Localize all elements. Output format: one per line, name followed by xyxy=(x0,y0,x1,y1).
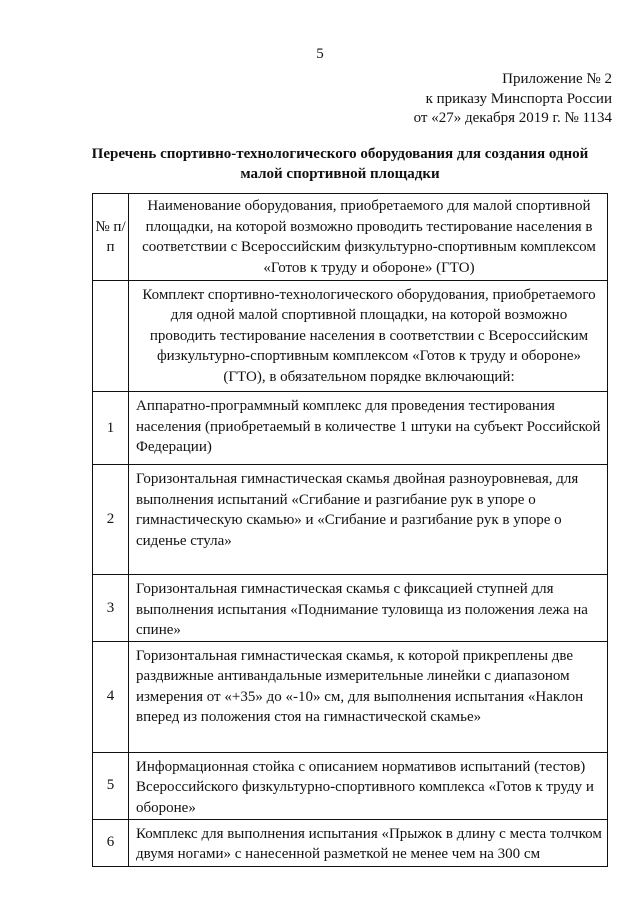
row-text-content: Комплекс для выполнения испытания «Прыжок в длину с места толчком двумя ногами» с нанесенной разметкой не менее чем на 300 см xyxy=(136,825,602,862)
row-text xyxy=(129,641,608,752)
row-number: 4 xyxy=(93,641,129,752)
appendix-line-1: Приложение № 2 xyxy=(502,71,612,87)
table-row xyxy=(93,641,608,752)
row-number: 5 xyxy=(93,752,129,819)
appendix-block xyxy=(414,70,612,129)
row-text-content: Аппаратно-программный комплекс для проведения тестирования населения (приобретаемый в количестве 1 штуки на субъект Российской Федерации) xyxy=(136,398,601,455)
row-text xyxy=(129,465,608,575)
page-number: 5 xyxy=(316,46,324,62)
header-num-cell: № п/п xyxy=(93,194,129,281)
table-row xyxy=(93,465,608,575)
row-text-content: Горизонтальная гимнастическая скамья с фиксацией ступней для выполнения испытания «Поднимание туловища из положения лежа на спине» xyxy=(136,581,588,638)
table-header-row xyxy=(93,194,608,281)
row-text-content: Информационная стойка с описанием нормативов испытаний (тестов) Всероссийского физкультурно-спортивного комплекса «Готов к труду и обороне» xyxy=(136,758,594,816)
row-number: 1 xyxy=(93,392,129,465)
row-number: 6 xyxy=(93,819,129,866)
row-text xyxy=(129,819,608,866)
row-text xyxy=(129,575,608,642)
intro-num-cell xyxy=(93,281,129,392)
equipment-table xyxy=(92,193,608,867)
row-number: 3 xyxy=(93,575,129,642)
table-row xyxy=(93,575,608,642)
table-row xyxy=(93,392,608,465)
table-row xyxy=(93,752,608,819)
table-row xyxy=(93,819,608,866)
row-number: 2 xyxy=(93,465,129,575)
title-line-1: Перечень спортивно-технологического оборудования для создания одной xyxy=(91,146,589,162)
appendix-line-2: к приказу Минспорта России xyxy=(425,90,612,107)
row-text xyxy=(129,392,608,465)
title-line-2: малой спортивной площадки xyxy=(240,166,440,182)
appendix-line-3: от «27» декабря 2019 г. № 1134 xyxy=(413,110,612,126)
row-text-content: Горизонтальная гимнастическая скамья, к которой прикреплены две раздвижные антивандальные измерительные линейки с диапазоном измерения от «+35» до «-10» см, для выполнения испытания «Наклон вперед из положения стоя на гимнастической скамье» xyxy=(136,647,584,725)
row-text-content: Горизонтальная гимнастическая скамья двойная разноуровневая, для выполнения испытаний «Сгибание и разгибание рук в упоре о гимнастическую скамью» и «Сгибание и разгибание рук в упоре о сиденье стула» xyxy=(136,471,579,549)
row-text xyxy=(129,752,608,819)
table-intro-row xyxy=(93,281,608,392)
intro-text-cell: Комплект спортивно-технологического оборудования, приобретаемого для одной малой спортивной площадки, на которой возможно проводить тестирование населения в соответствии с Всероссийским физкультурно-спортивным комплексом «Готов к труду и обороне» (ГТО), в обязательном порядке включающий: xyxy=(129,281,608,392)
document-title xyxy=(60,144,620,184)
header-name-cell: Наименование оборудования, приобретаемого для малой спортивной площадки, на которой возможно проводить тестирование населения в соответствии с Всероссийским физкультурно-спортивным комплексом «Готов к труду и обороне» (ГТО) xyxy=(129,194,608,281)
